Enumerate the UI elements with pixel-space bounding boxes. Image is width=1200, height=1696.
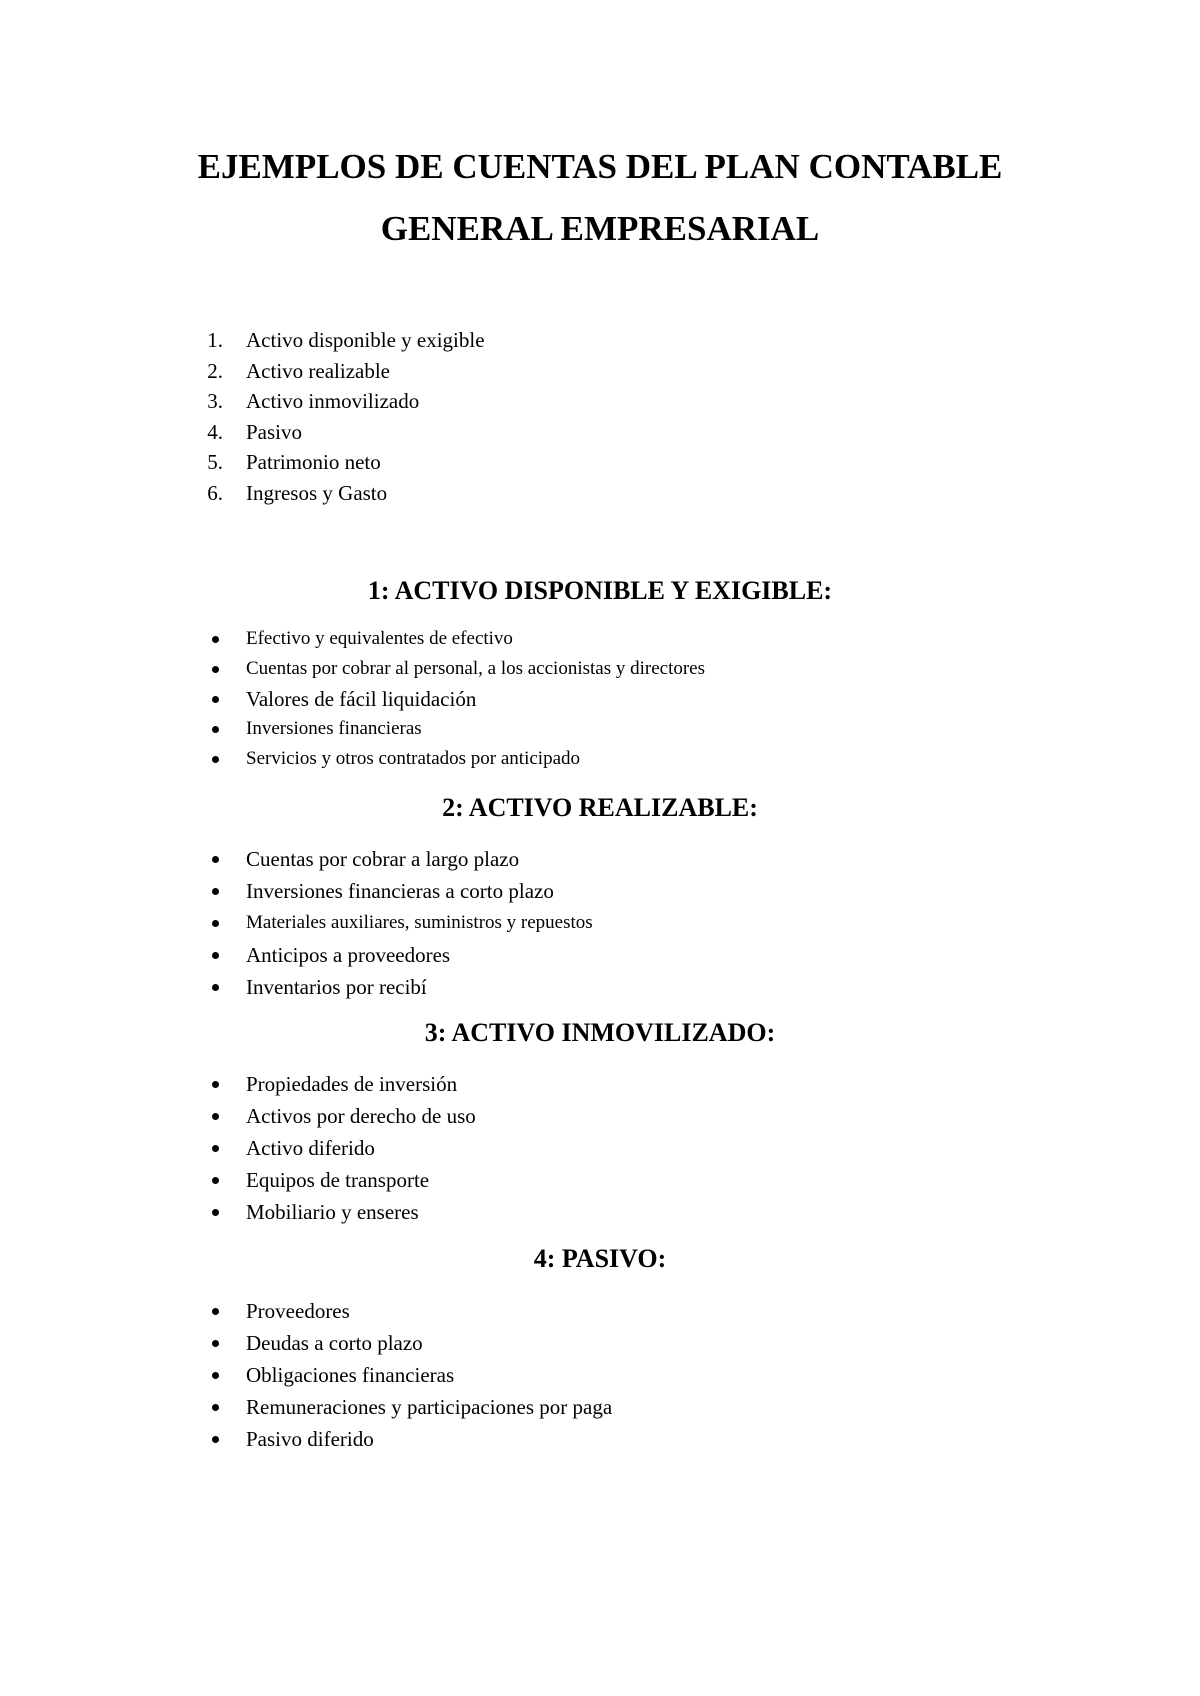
bullet-icon (212, 1436, 219, 1443)
list-item-text: Activo diferido (246, 1136, 375, 1160)
list-item-text: Cuentas por cobrar al personal, a los accionistas y directores (246, 658, 706, 679)
section-heading-activo-disponible: 1: ACTIVO DISPONIBLE Y EXIGIBLE: (367, 576, 833, 605)
bullet-icon (212, 856, 219, 863)
list-item-text: Pasivo (246, 419, 303, 444)
bullet-icon (212, 1177, 219, 1184)
bullet-icon (212, 920, 219, 927)
document-title-line-1: EJEMPLOS DE CUENTAS DEL PLAN CONTABLE (197, 147, 1003, 186)
list-item-text: Inventarios por recibí (246, 975, 427, 999)
bullet-icon (212, 1209, 219, 1216)
list-item-text: Activo inmovilizado (246, 389, 420, 413)
list-item-number: 3. (207, 389, 223, 413)
list-item-text: Anticipos a proveedores (246, 943, 451, 967)
list-item-text: Patrimonio neto (246, 450, 381, 474)
list-item-text: Equipos de transporte (246, 1168, 430, 1192)
section-heading-pasivo: 4: PASIVO: (533, 1244, 667, 1273)
bullet-icon (212, 1372, 219, 1379)
list-item-text: Inversiones financieras (246, 718, 422, 739)
list-item-text: Propiedades de inversión (246, 1072, 458, 1096)
bullet-icon (212, 1113, 219, 1120)
bullet-icon (212, 726, 219, 733)
bullet-icon (212, 888, 219, 895)
bullet-icon (212, 1081, 219, 1088)
list-item-text: Remuneraciones y participaciones por paga (246, 1395, 613, 1419)
bullet-icon (212, 1404, 219, 1411)
bullet-icon (212, 696, 219, 703)
bullet-icon (212, 952, 219, 959)
list-item-text: Materiales auxiliares, suministros y repuestos (246, 912, 593, 933)
list-item-number: 2. (207, 358, 223, 383)
bullet-icon (212, 1308, 219, 1315)
list-item-number: 5. (207, 450, 223, 474)
list-item-text: Inversiones financieras a corto plazo (246, 879, 554, 903)
list-item-number: 1. (207, 328, 223, 352)
section-heading-activo-realizable: 2: ACTIVO REALIZABLE: (442, 793, 758, 822)
list-item-text: Servicios y otros contratados por anticipado (246, 748, 581, 769)
list-item-text: Activo realizable (246, 358, 391, 383)
list-item (0, 417, 303, 448)
list-item (0, 478, 388, 509)
bullet-icon (212, 1145, 219, 1152)
list-item-text: Valores de fácil liquidación (246, 687, 477, 711)
list-item-number: 6. (207, 480, 223, 505)
account-groups-list (0, 325, 485, 508)
bullet-icon (212, 666, 219, 673)
list-item-text: Activo disponible y exigible (246, 328, 485, 352)
list-item-number: 4. (207, 419, 223, 444)
list-item-text: Proveedores (246, 1299, 350, 1323)
list-item-text: Deudas a corto plazo (246, 1331, 423, 1355)
list-item-text: Activos por derecho de uso (246, 1104, 476, 1128)
list-item-text: Cuentas por cobrar a largo plazo (246, 847, 520, 871)
list-item-text: Mobiliario y enseres (246, 1200, 419, 1224)
list-item-text: Pasivo diferido (246, 1427, 374, 1451)
bullet-icon (212, 984, 219, 991)
bullet-icon (212, 1340, 219, 1347)
list-item-text: Obligaciones financieras (246, 1363, 455, 1387)
list-item (0, 356, 391, 387)
bullet-icon (212, 636, 219, 643)
list-item-text: Efectivo y equivalentes de efectivo (246, 628, 513, 649)
bullet-icon (212, 756, 219, 763)
list-item (0, 386, 420, 417)
document-title-line-2: GENERAL EMPRESARIAL (380, 209, 820, 248)
list-item (0, 325, 485, 356)
list-item (0, 447, 381, 478)
list-item-text: Ingresos y Gasto (246, 480, 388, 505)
section-heading-activo-inmovilizado: 3: ACTIVO INMOVILIZADO: (424, 1018, 776, 1047)
